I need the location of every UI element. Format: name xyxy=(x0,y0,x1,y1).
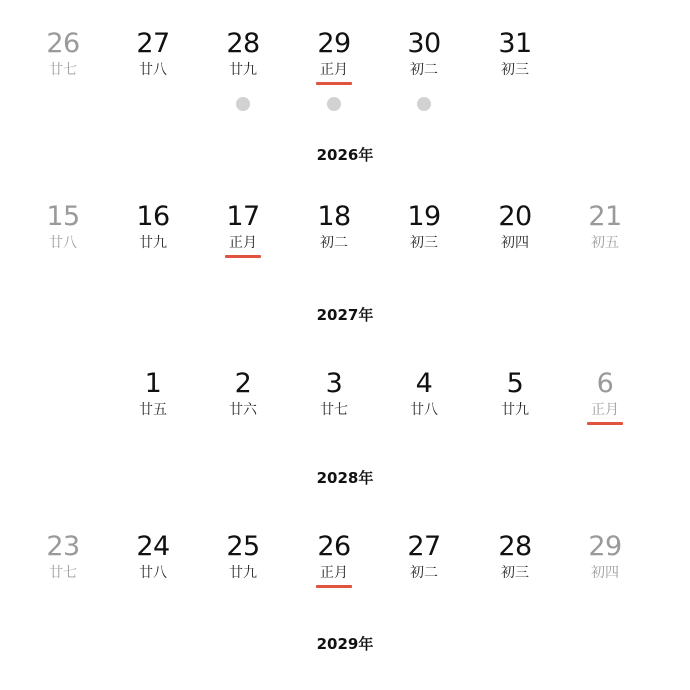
day-cell[interactable] xyxy=(560,368,650,425)
day-cell[interactable] xyxy=(289,28,379,85)
day-number: 30 xyxy=(407,28,441,59)
day-cell[interactable] xyxy=(560,531,650,582)
lunar-date: 初二 xyxy=(410,62,438,78)
day-cell[interactable] xyxy=(108,368,198,419)
day-number: 4 xyxy=(415,368,433,399)
day-number: 16 xyxy=(136,201,170,232)
lunar-date: 廿九 xyxy=(229,62,257,78)
day-cell[interactable] xyxy=(18,531,108,582)
day-number: 19 xyxy=(407,201,441,232)
day-cell[interactable] xyxy=(198,531,288,582)
day-cell[interactable] xyxy=(470,368,560,419)
day-cell[interactable] xyxy=(379,531,469,582)
day-cell[interactable] xyxy=(289,368,379,419)
day-number: 18 xyxy=(317,201,351,232)
day-cell[interactable] xyxy=(18,28,108,79)
day-cell[interactable] xyxy=(198,28,288,79)
lunar-date: 正月 xyxy=(320,62,348,78)
day-number: 21 xyxy=(588,201,622,232)
day-number: 23 xyxy=(46,531,80,562)
day-cell[interactable] xyxy=(470,531,560,582)
day-cell[interactable] xyxy=(379,368,469,419)
lunar-date: 廿七 xyxy=(49,62,77,78)
week-row xyxy=(0,368,690,438)
festival-underline xyxy=(587,422,623,425)
day-number: 28 xyxy=(498,531,532,562)
festival-underline xyxy=(225,255,261,258)
day-cell[interactable] xyxy=(289,531,379,588)
day-cell[interactable] xyxy=(560,201,650,252)
lunar-date: 初二 xyxy=(410,565,438,581)
lunar-date: 廿八 xyxy=(139,62,167,78)
day-number: 3 xyxy=(325,368,343,399)
day-number: 26 xyxy=(317,531,351,562)
week-row xyxy=(0,28,690,98)
lunar-date: 正月 xyxy=(320,565,348,581)
lunar-date: 初三 xyxy=(410,235,438,251)
lunar-date: 廿五 xyxy=(139,402,167,418)
day-number: 26 xyxy=(46,28,80,59)
lunar-date: 初二 xyxy=(320,235,348,251)
lunar-date: 正月 xyxy=(229,235,257,251)
lunar-date: 正月 xyxy=(591,402,619,418)
week-row xyxy=(0,531,690,601)
day-cell[interactable] xyxy=(18,201,108,252)
festival-underline xyxy=(316,585,352,588)
lunar-date: 廿六 xyxy=(229,402,257,418)
day-number: 15 xyxy=(46,201,80,232)
lunar-date: 廿八 xyxy=(410,402,438,418)
event-dot xyxy=(417,97,431,111)
day-number: 5 xyxy=(506,368,524,399)
day-number: 29 xyxy=(317,28,351,59)
day-number: 17 xyxy=(226,201,260,232)
lunar-date: 廿九 xyxy=(229,565,257,581)
year-label: 2026年 xyxy=(316,146,374,164)
lunar-date: 廿九 xyxy=(501,402,529,418)
lunar-date: 廿七 xyxy=(49,565,77,581)
lunar-date: 初三 xyxy=(501,565,529,581)
day-number: 6 xyxy=(596,368,614,399)
day-cell[interactable] xyxy=(289,201,379,252)
day-cell[interactable] xyxy=(198,201,288,258)
day-cell[interactable] xyxy=(470,28,560,79)
day-number: 20 xyxy=(498,201,532,232)
day-number: 1 xyxy=(144,368,162,399)
lunar-date: 初四 xyxy=(501,235,529,251)
day-number: 29 xyxy=(588,531,622,562)
year-label: 2028年 xyxy=(316,469,374,487)
day-cell[interactable] xyxy=(108,28,198,79)
day-cell[interactable] xyxy=(470,201,560,252)
day-cell[interactable] xyxy=(379,201,469,252)
event-dot xyxy=(236,97,250,111)
day-cell[interactable] xyxy=(108,201,198,252)
day-number: 25 xyxy=(226,531,260,562)
day-number: 28 xyxy=(226,28,260,59)
event-dot xyxy=(327,97,341,111)
year-label: 2029年 xyxy=(316,635,374,653)
day-cell[interactable] xyxy=(198,368,288,419)
day-cell[interactable] xyxy=(379,28,469,79)
week-row xyxy=(0,201,690,271)
lunar-date: 廿九 xyxy=(139,235,167,251)
lunar-date: 初三 xyxy=(501,62,529,78)
lunar-date: 初四 xyxy=(591,565,619,581)
lunar-date: 初五 xyxy=(591,235,619,251)
day-number: 31 xyxy=(498,28,532,59)
lunar-date: 廿八 xyxy=(49,235,77,251)
day-number: 27 xyxy=(407,531,441,562)
year-label: 2027年 xyxy=(316,306,374,324)
festival-underline xyxy=(316,82,352,85)
day-number: 2 xyxy=(234,368,252,399)
day-number: 27 xyxy=(136,28,170,59)
day-cell[interactable] xyxy=(108,531,198,582)
lunar-date: 廿八 xyxy=(139,565,167,581)
day-number: 24 xyxy=(136,531,170,562)
lunar-date: 廿七 xyxy=(320,402,348,418)
